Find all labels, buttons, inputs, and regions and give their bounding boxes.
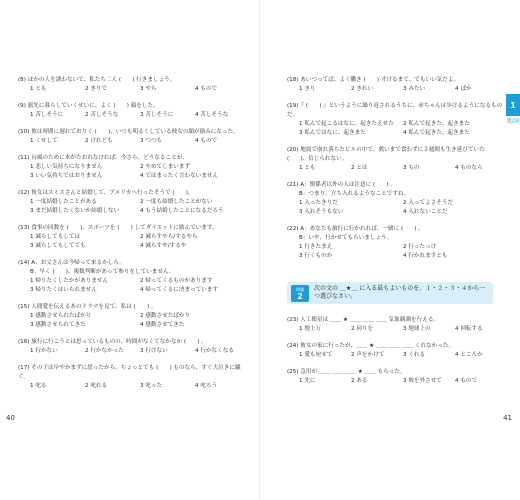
answer-option[interactable]: 3 苦しそうに xyxy=(140,112,174,118)
question-text: (19)『 ( ) 』というように繰り返されるうちに、赤ちゃんは歩けるようになるものだ。 xyxy=(287,103,503,118)
answer-option[interactable]: 4 もう結婚したことになるだろう xyxy=(140,208,224,214)
answer-option[interactable]: 4 帰ってくるに決まっています xyxy=(140,287,219,293)
answer-options xyxy=(18,277,250,295)
answer-option[interactable]: 4 もので xyxy=(455,378,478,384)
answer-option[interactable]: 4 行かれますとも xyxy=(403,253,448,259)
answer-option[interactable]: 2 きりで xyxy=(85,86,108,92)
answer-option[interactable]: 4 入れないことだ xyxy=(403,209,448,215)
answer-option[interactable]: 2 感動させたばかり xyxy=(140,313,191,319)
answer-option[interactable]: 4 ばか xyxy=(455,86,472,92)
answer-option[interactable]: 1 一度結婚したことがある xyxy=(30,199,97,205)
question-item xyxy=(287,316,507,334)
answer-option[interactable]: 1 減らしてもしては xyxy=(30,234,81,240)
answer-option[interactable]: 2 私んで起きた、起きまた xyxy=(403,121,470,127)
question-text: (14) A：お父さんは今帰って来るかしら。 xyxy=(18,260,125,266)
answer-option[interactable]: 2 一度も結婚したことがない xyxy=(140,199,213,205)
question-text: (16) 旅行に行こうとは思っているものの、時間がなくてなかなか ( ) 。 xyxy=(18,339,207,345)
question-text: (9) 旅先に暮らしていくせいに、よく ( ) 顔をした。 xyxy=(18,103,159,109)
answer-option[interactable]: 4 苦しそうな xyxy=(195,112,229,118)
answer-option[interactable]: 3 彼を外させて xyxy=(403,378,442,384)
answer-option[interactable]: 1 とも xyxy=(30,86,47,92)
question-item xyxy=(18,338,250,356)
answer-option[interactable]: 3 行くものか xyxy=(299,253,333,259)
question-text: (13) 食事の回数を ( )、スポーツを ( ) してダイエットに励んでいます。 xyxy=(18,225,218,231)
answer-option[interactable]: 2 ある xyxy=(351,378,368,384)
answer-option[interactable]: 2 声をかけて xyxy=(351,352,385,358)
answer-option[interactable]: 3 私んではなに、起きまた xyxy=(299,130,366,136)
answer-option[interactable]: 3 減らしてもしてても xyxy=(30,243,86,249)
answer-options xyxy=(18,163,250,181)
question-text: (12) 彼女はスミスさんと結婚して、アメリカへ行ったそうで ( )。 xyxy=(18,190,194,196)
question-item xyxy=(287,76,507,94)
section-badge xyxy=(291,285,309,302)
answer-options xyxy=(287,377,507,386)
page-number-right: 41 xyxy=(503,414,512,422)
answer-option[interactable]: 3 くれる xyxy=(403,352,426,358)
left-question-list xyxy=(18,76,250,399)
question-item xyxy=(18,128,250,146)
answer-options xyxy=(18,85,250,94)
answer-options xyxy=(287,120,507,138)
question-item xyxy=(18,76,250,94)
answer-option[interactable]: 1 苦しそうに xyxy=(30,112,64,118)
question-item xyxy=(18,364,250,391)
answer-option[interactable]: 3 地球上の xyxy=(403,326,431,332)
answer-option[interactable]: 3 もの xyxy=(403,165,420,171)
answer-option[interactable]: 4 もので xyxy=(195,138,218,144)
answer-option[interactable]: 1 叱る xyxy=(30,383,47,389)
answer-options xyxy=(287,351,507,360)
answer-option[interactable]: 2 けれども xyxy=(85,138,113,144)
answer-option[interactable]: 3 まだ結婚したくないか結婚しない xyxy=(30,208,120,214)
question-item xyxy=(287,225,507,261)
question-item xyxy=(18,259,250,295)
answer-option[interactable]: 2 行かなかった xyxy=(85,348,124,354)
section-instruction: 次の文の ＿★＿ に入る最もよいものを、１・２・３・４から一つ選びなさい。 xyxy=(314,285,486,300)
answer-options xyxy=(287,85,507,94)
question-item xyxy=(287,146,507,173)
question-text: (24) 彼女の家に行ったが、＿＿ ★ ＿＿ ＿＿ ＿＿ くれなかった。 xyxy=(287,343,455,349)
question-item xyxy=(287,181,507,217)
question-text: (23) 人工衛星は ＿＿ ★ ＿＿ ＿＿ ＿＿ 気象観測を行える。 xyxy=(287,317,440,323)
answer-option[interactable]: 1 入ったきりだ xyxy=(299,200,338,206)
question-text: (20) 地震で崩れ落ちたビルの中で、救いまで食わずに２週間も生き延びていた ( )、信じられない。 xyxy=(287,147,485,162)
answer-options xyxy=(287,243,507,261)
answer-option[interactable]: 3 つつも xyxy=(140,138,163,144)
section-banner xyxy=(287,282,493,304)
chapter-tab: 1 xyxy=(506,94,520,116)
answer-option[interactable]: 1 感動させられたばかり xyxy=(30,313,92,319)
answer-option[interactable]: 4 ところか xyxy=(455,352,483,358)
answer-options xyxy=(18,382,250,391)
answer-option[interactable]: 3 行けない xyxy=(140,348,168,354)
answer-option[interactable]: 2 とは xyxy=(351,165,368,171)
answer-options xyxy=(287,199,507,217)
question-subtext: B：いや、行かせてもらいましょう。 xyxy=(299,235,393,241)
answer-option[interactable]: 2 減らすやら/するやら xyxy=(140,234,198,240)
answer-option[interactable]: 4 ものなら xyxy=(455,165,483,171)
answer-option[interactable]: 2 やめてしまいまず xyxy=(140,164,191,170)
answer-option[interactable]: 4 回転する xyxy=(455,326,483,332)
answer-option[interactable]: 1 地上万 xyxy=(299,326,322,332)
answer-options xyxy=(18,312,250,330)
answer-option[interactable]: 2 行ったっけ xyxy=(403,244,437,250)
answer-option[interactable]: 4 減らすや/するや xyxy=(140,243,187,249)
answer-option[interactable]: 2 叱れる xyxy=(85,383,108,389)
section-badge-number: 2 xyxy=(297,291,303,301)
section-badge-word: 問題 xyxy=(296,286,304,292)
answer-option[interactable]: 1 私んで起こるはなに、起きたえせた xyxy=(299,121,394,127)
chapter-tab-label: 助詞 xyxy=(507,118,520,125)
question-text: (8) ほかの人を誘わないで、私たち二人 ( ) 行きましょう。 xyxy=(18,77,176,83)
answer-option[interactable]: 3 いい気持ちではおりません xyxy=(30,173,103,179)
answer-option[interactable]: 3 感動させられてきた xyxy=(30,322,86,328)
answer-options xyxy=(18,233,250,251)
right-question-list-2 xyxy=(287,316,507,394)
right-question-list xyxy=(287,76,507,269)
question-item xyxy=(18,303,250,330)
answer-option[interactable]: 2 帰ってくるものがあります xyxy=(140,278,213,284)
answer-option[interactable]: 3 帰りたくはいられません xyxy=(30,287,97,293)
question-text: (15) 人間愛を伝えるあのドラマを見て、私は ( ) 。 xyxy=(18,304,157,310)
answer-options xyxy=(18,198,250,216)
question-text: (11) 台風のために木がたおれなければ、今さら。どうなることが、 xyxy=(18,155,188,161)
answer-option[interactable]: 2 入ってよさそうだ xyxy=(403,200,454,206)
question-text: (22) A：あなたも旅行に行かれれば、一緒に ( ) 。 xyxy=(287,226,424,232)
answer-option[interactable]: 2 苦しそうな xyxy=(85,112,119,118)
question-text: (17) その子は早やかまずに思ったから、ちょっとでも ( ) ものなら、すぐ大泣きに騒ぐ。 xyxy=(18,365,241,380)
answer-option[interactable]: 4 叱ろう xyxy=(195,383,218,389)
answer-option[interactable]: 2 同りを xyxy=(351,326,374,332)
question-item xyxy=(18,189,250,216)
answer-option[interactable]: 4 もので xyxy=(195,86,218,92)
answer-option[interactable]: 4 ではまったく言わないません xyxy=(140,173,219,179)
question-item xyxy=(287,368,507,386)
answer-option[interactable]: 3 やら xyxy=(140,86,157,92)
answer-option[interactable]: 2 きれい xyxy=(351,86,374,92)
answer-options xyxy=(287,325,507,334)
right-page xyxy=(260,0,520,500)
answer-option[interactable]: 3 入れそうもない xyxy=(299,209,344,215)
question-item xyxy=(18,224,250,251)
answer-option[interactable]: 1 悲しい気持ちになりません xyxy=(30,164,103,170)
question-text: (10) 彼は時間に遅れておりく ( )、いつも明るくしている彼女の顔が励みになった。 xyxy=(18,129,239,135)
answer-option[interactable]: 1 くせして xyxy=(30,138,58,144)
answer-option[interactable]: 1 とも xyxy=(299,165,316,171)
question-item xyxy=(287,342,507,360)
answer-option[interactable]: 1 きり xyxy=(299,86,316,92)
question-text: (18) あいつってば、よく働き ( ) 才けるまで、でもいい気だよ。 xyxy=(287,77,460,83)
question-text: (21) A：関係者以外の人は注意に ( ) 。 xyxy=(287,182,396,188)
question-item xyxy=(18,102,250,120)
answer-option[interactable]: 3 みたい xyxy=(403,86,426,92)
question-subtext: B：つまり、立ち入れるようなことですね。 xyxy=(299,191,410,197)
answer-option[interactable]: 1 行かない xyxy=(30,348,58,354)
answer-option[interactable]: 3 叱った xyxy=(140,383,163,389)
answer-option[interactable]: 1 先に xyxy=(299,378,316,384)
answer-option[interactable]: 1 帰りたくしたかがありません xyxy=(30,278,109,284)
answer-options xyxy=(287,164,507,173)
question-item xyxy=(18,154,250,181)
page-number-left: 40 xyxy=(6,414,15,422)
question-subtext: B：早く ( )、複数判断があって参りをしていません。 xyxy=(30,269,175,275)
answer-option[interactable]: 4 私んで起きた、起きまた xyxy=(403,130,470,136)
question-item xyxy=(287,102,507,138)
answer-option[interactable]: 4 行かなくなる xyxy=(195,348,234,354)
answer-option[interactable]: 1 愛も宛せて xyxy=(299,352,333,358)
answer-options xyxy=(18,111,250,120)
answer-options xyxy=(18,137,250,146)
answer-option[interactable]: 1 行きたまえ xyxy=(299,244,333,250)
answer-option[interactable]: 4 感動させてきた xyxy=(140,322,185,328)
answer-options xyxy=(18,347,250,356)
question-text: (25) 急用が ＿＿ ＿＿ ＿＿ ★ ＿＿ もらった。 xyxy=(287,369,406,375)
